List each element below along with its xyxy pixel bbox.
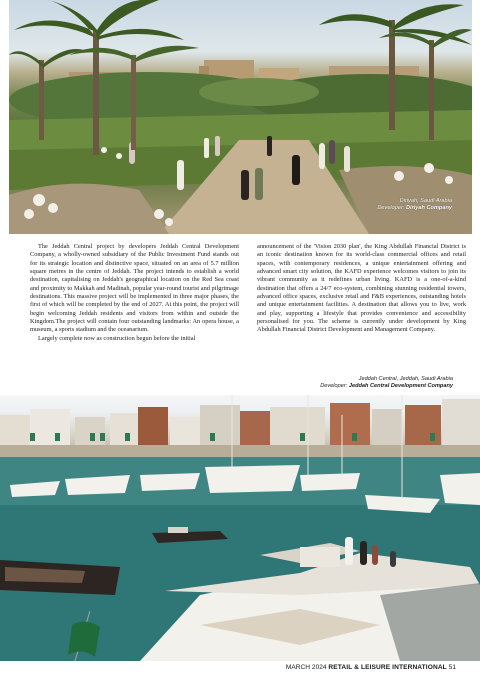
developer-name: Diriyah Company (405, 205, 452, 211)
article-body (30, 243, 466, 385)
jeddah-caption (320, 376, 453, 390)
caption-location: Jeddah Central, Jeddah, Saudi Arabia (358, 376, 453, 382)
developer-prefix: Developer: (320, 383, 349, 389)
developer-name: Jeddah Central Development Company (348, 383, 453, 389)
issue-date: MARCH 2024 (285, 664, 327, 671)
article-paragraph: Largely complete now as construction begun before the initial (38, 334, 196, 342)
magazine-title: RETAIL & LEISURE INTERNATIONAL (328, 664, 447, 671)
diriyah-caption (377, 198, 452, 212)
caption-location: Diriyah, Saudi Arabia (399, 198, 452, 204)
developer-prefix: Developer: (377, 205, 406, 211)
article-paragraph: The Jeddah Central project by developers Jeddah Central Development Company, a wholly-owned subsidiary of the Public Investment Fund stands out for its strategic location and distinctive space, situated on an area of 5.7 million square metres in the centre of Jeddah. The project intends to establish a world destination, capitalising on Jeddah's geographical location on the Red Sea coast and proximity to Makkah and Madinah, popular year-round tourist and pilgrimage destinations. This massive project will be implemented in three major phases, the first of which will be completed by the end of 2027. At this point, the project will begin welcoming Jeddah residents and visitors from within and outside the Kingdom.The project will contain four outstanding landmarks: An opera house, a museum, a sports stadium and the oceanarium. (30, 243, 239, 334)
caption-developer (320, 383, 453, 390)
diriyah-photo (9, 0, 472, 234)
waterfront-buildings (0, 399, 480, 445)
article-paragraph: announcement of the 'Vision 2030 plan', the King Abdullah Financial District is an iconic destination known for its world-class commercial offices and retail spaces, with contemporary residences, a unique entertainment offering and advanced smart city solution, the KAFD experience welcomes visitors to join its vibrant community as it redefines urban living. KAFD is a one-of-a-kind destination that offers a 24/7 eco-system, combining stunning residential towers, advanced office spaces, exclusive retail and F&B experiences, outstanding hotels and unique entertainment facilities. A destination that allows you to live, work and play, supporting a lifestyle that provides convenience and accessibility personalised for you. The scheme is currently under development by King Abdullah Financial District Development and Management Company. (257, 243, 466, 334)
article-right-column (257, 243, 466, 385)
caption-developer (377, 205, 452, 212)
article-left-column (30, 243, 239, 385)
jeddah-marina-photo (0, 395, 480, 661)
page-number: 51 (448, 664, 456, 671)
page-footer (286, 664, 456, 672)
marina-illustration (0, 395, 480, 661)
